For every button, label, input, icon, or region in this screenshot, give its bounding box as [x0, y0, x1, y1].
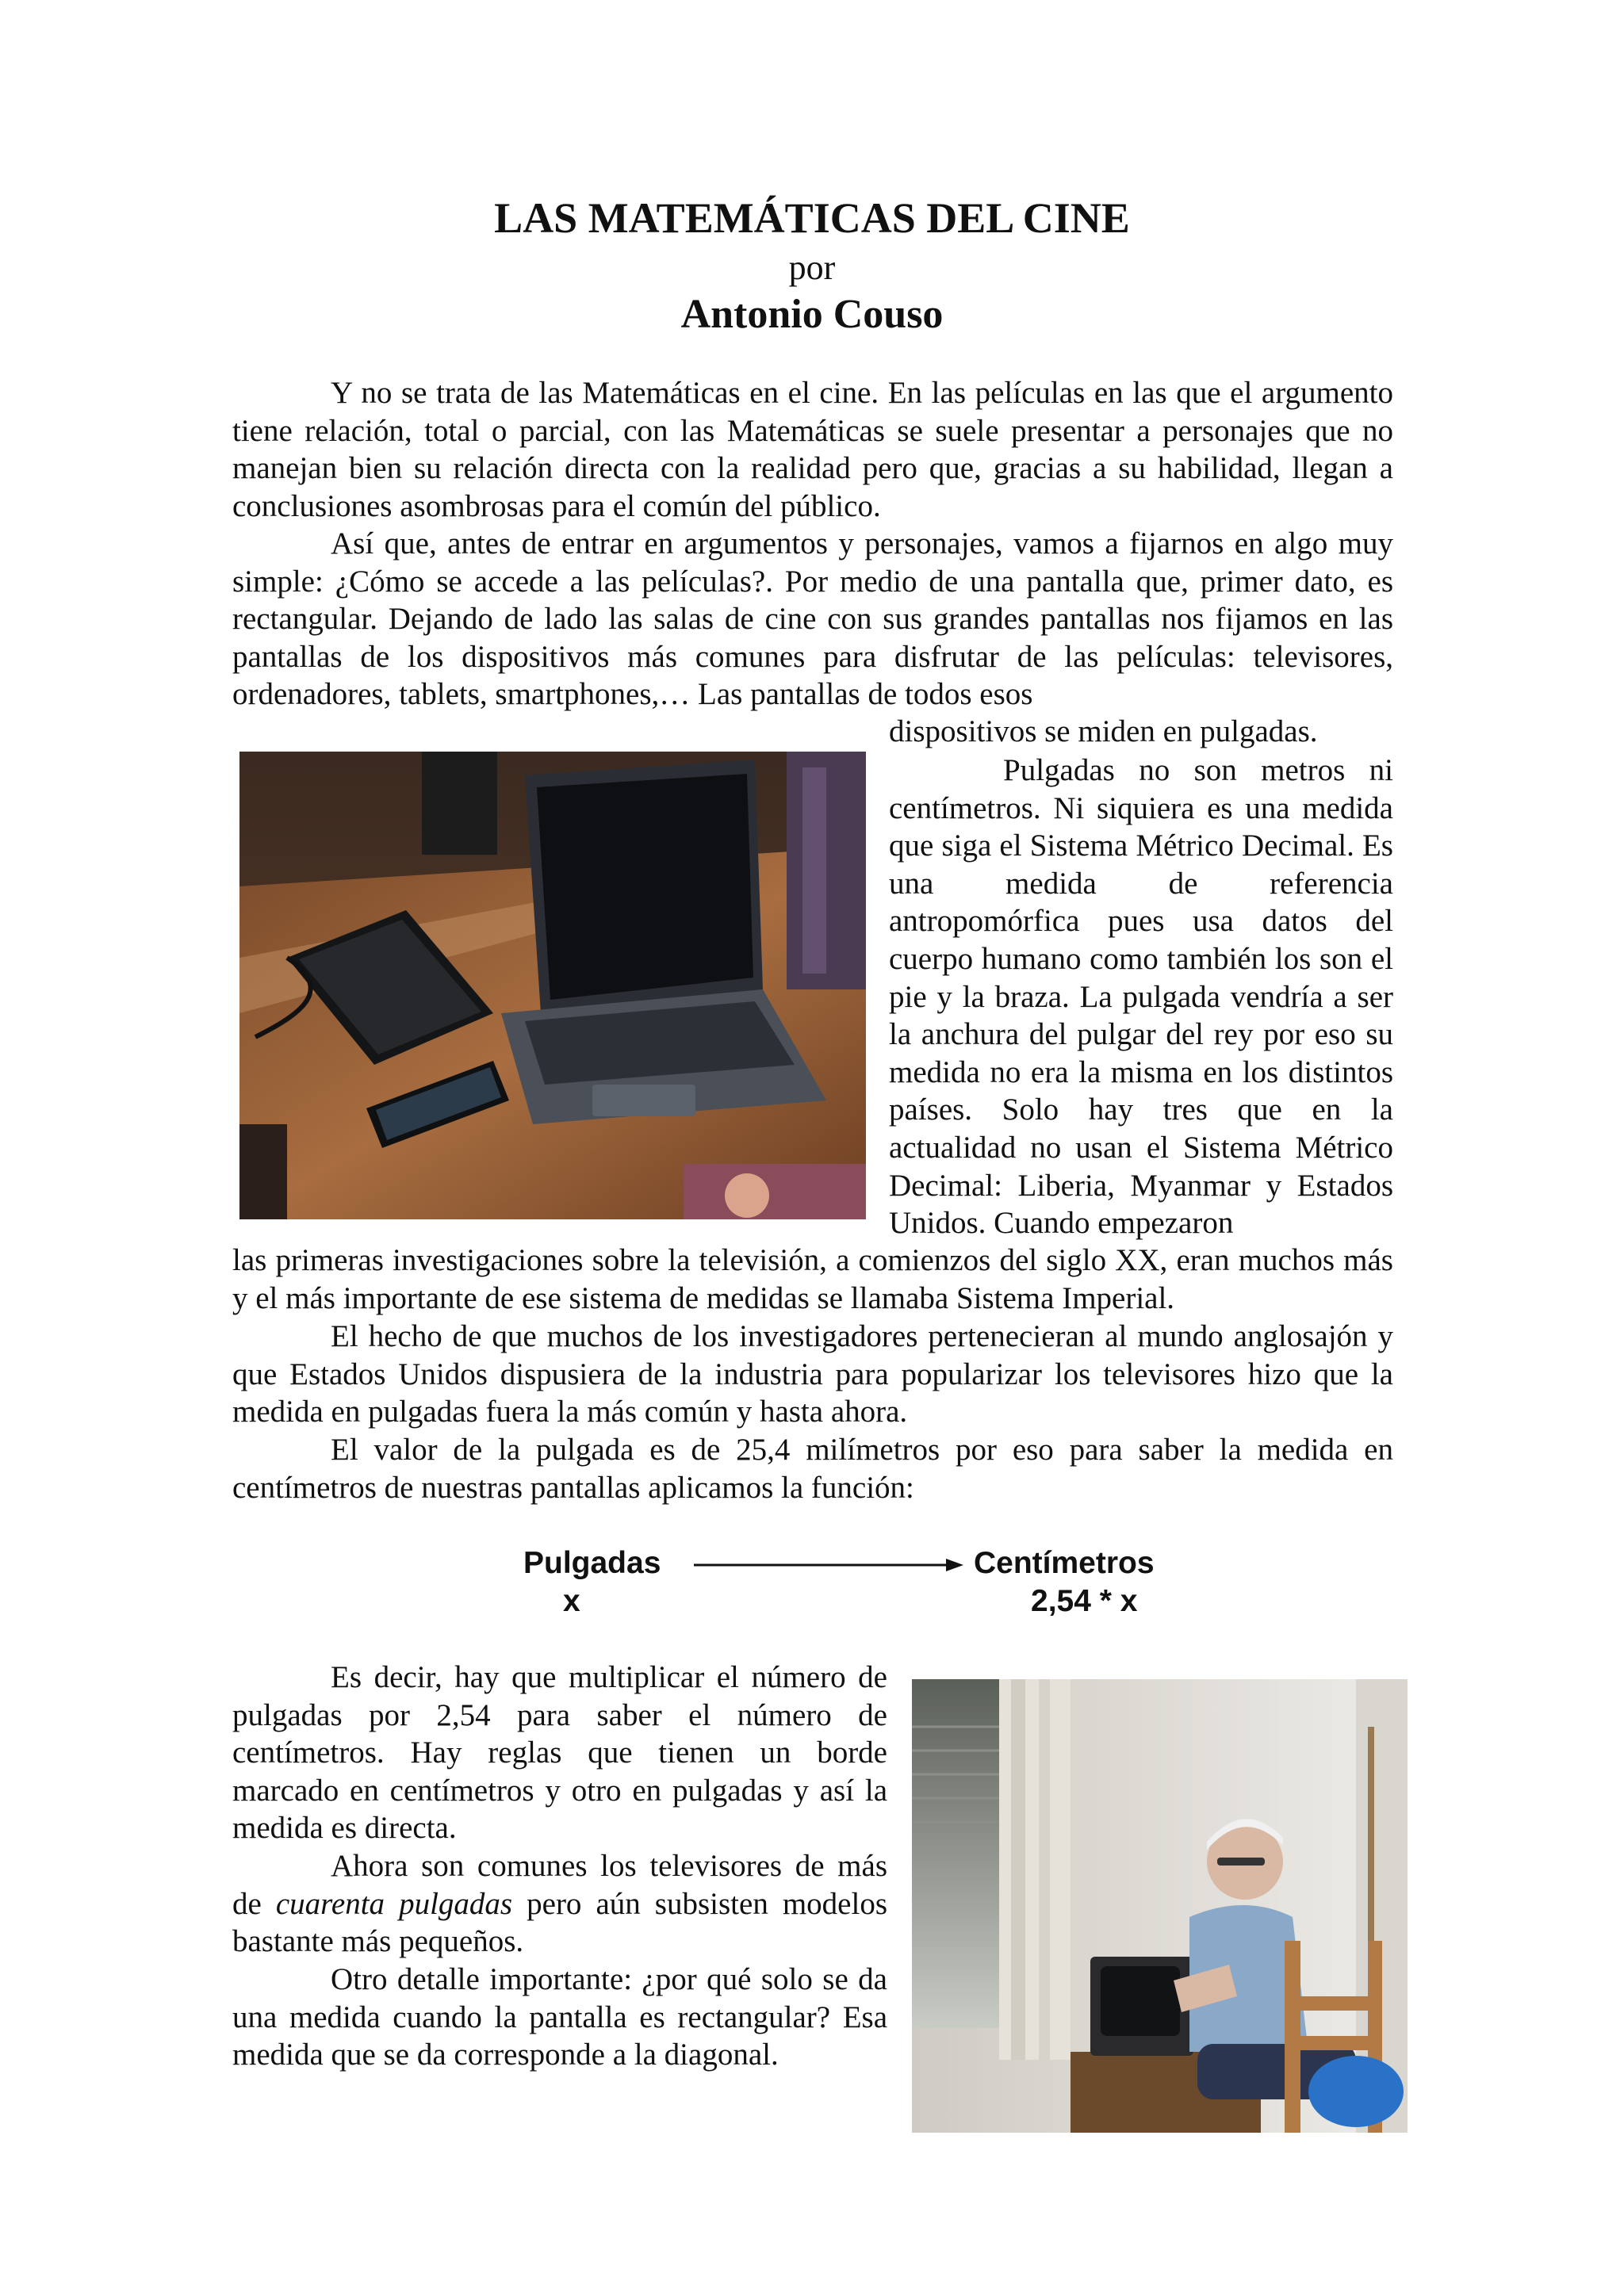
author-name: Antonio Couso: [680, 292, 944, 337]
paragraph-7: [232, 1847, 887, 1961]
byline-por: por: [788, 248, 836, 287]
paragraph-7-italic: cuarenta pulgadas: [275, 1886, 513, 1921]
formula-left-variable: x: [563, 1584, 580, 1618]
paragraph-7-end: pero aún subsisten modelos bastante más pequeños.: [232, 1886, 888, 1959]
man-with-tv-photo: [912, 1679, 1408, 2133]
mapping-arrow-icon: [694, 1557, 963, 1573]
page-title: LAS MATEMÁTICAS DEL CINE: [494, 194, 1130, 242]
formula-right-expression: 2,54 * x: [1031, 1584, 1138, 1618]
paragraph-6: Es decir, hay que multiplicar el número de pulgadas por 2,54 para saber el número de centímetros. Hay reglas que tienen un borde marcado en centímetros y otro en pulgadas y así la medida es directa.: [232, 1660, 887, 1846]
laptop-tablet-phone-photo: [239, 752, 866, 1219]
paragraph-3-side: Pulgadas no son metros ni centímetros. Ni siquiera es una medida que siga el Sistema Métrico Decimal. Es una medida de referencia antropomórfica pues usa datos del cuerpo humano como también los son el pie y la braza. La pulgada vendría a ser la anchura del pulgar del rey por eso su medida no era la misma en los distintos países. Solo hay tres que en la actualidad no usan el Sistema Métrico Decimal: Liberia, Myanmar y Estados Unidos. Cuando empezaron: [889, 753, 1393, 1241]
formula-right-label: Centímetros: [974, 1546, 1155, 1580]
paragraph-5: El valor de la pulgada es de 25,4 milímetros por eso para saber la medida en centímetros de nuestras pantallas aplicamos la función:: [232, 1433, 1393, 1505]
paragraph-7-start: Ahora son comunes los televisores de más de: [232, 1849, 887, 1921]
paragraph-3-continued: las primeras investigaciones sobre la televisión, a comienzos del siglo XX, eran muchos más y el más importante de ese sistema de medidas se llamaba Sistema Imperial.: [232, 1243, 1393, 1315]
paragraph-1: Y no se trata de las Matemáticas en el cine. En las películas en las que el argumento tiene relación, total o parcial, con las Matemáticas se suele presentar a personajes que no manejan bien su relación directa con la realidad pero que, gracias a su habilidad, llegan a conclusiones asombrosas para el común del público.: [232, 376, 1393, 523]
paragraph-2-end: dispositivos se miden en pulgadas.: [889, 714, 1318, 748]
paragraph-4: El hecho de que muchos de los investigadores pertenecieran al mundo anglosajón y que Estados Unidos dispusiera de la industria para popularizar los televisores hizo que la medida en pulgadas fuera la más común y hasta ahora.: [232, 1319, 1393, 1429]
paragraph-2: Así que, antes de entrar en argumentos y personajes, vamos a fijarnos en algo muy simple: ¿Cómo se accede a las películas?. Por medio de una pantalla que, primer dato, es rectangular. Dejando de lado las salas de cine con sus grandes pantallas nos fijamos en las pantallas de los dispositivos más comunes para disfrutar de las películas: televisores, ordenadores, tablets, smartphones,… Las pantallas de todos esos: [232, 526, 1393, 712]
formula-left-label: Pulgadas: [523, 1546, 661, 1580]
paragraph-8: Otro detalle importante: ¿por qué solo se da una medida cuando la pantalla es rectangular? Esa medida que se da corresponde a la diagonal.: [232, 1962, 887, 2072]
